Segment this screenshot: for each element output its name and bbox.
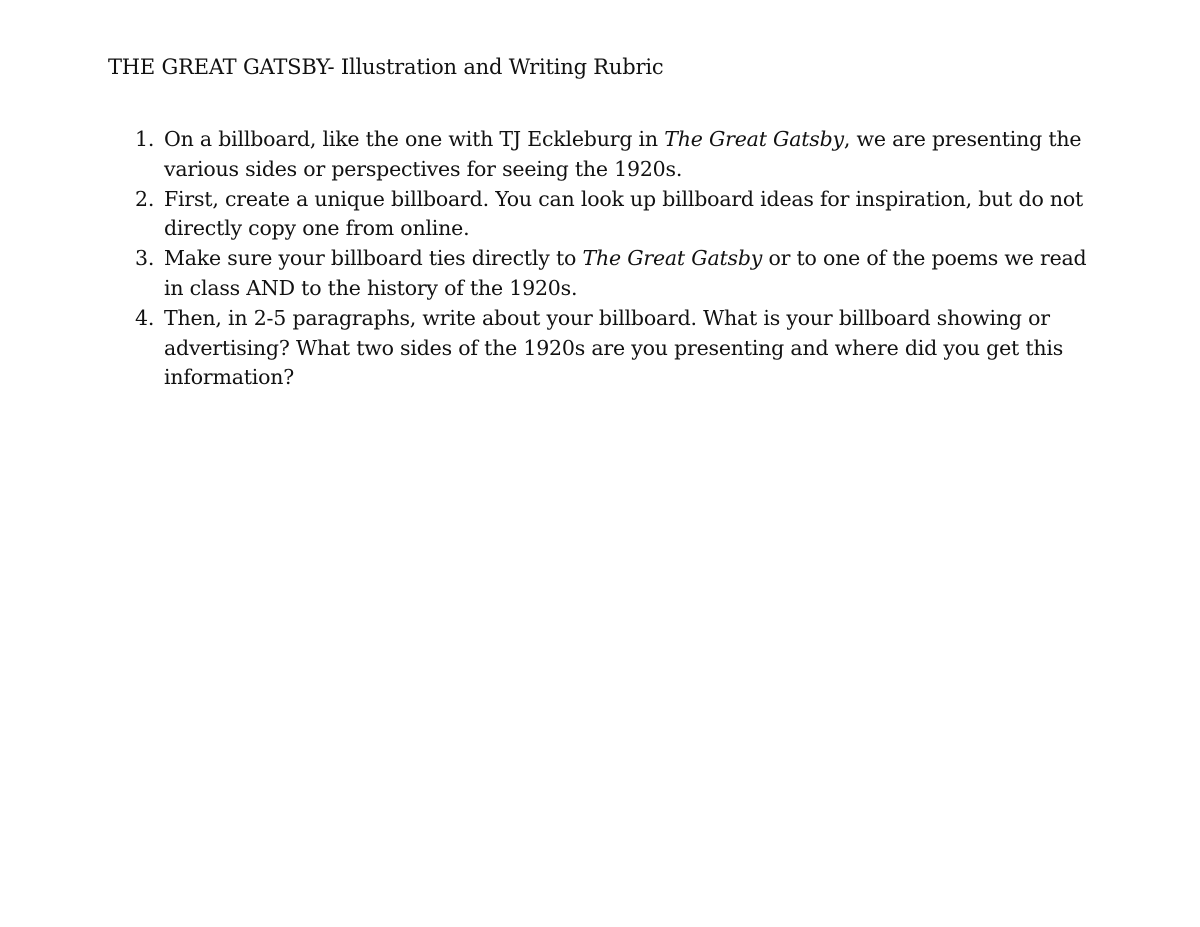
item-text: First, create a unique billboard. You can look up billboard ideas for inspiration, but do not directly copy one from online. — [164, 186, 1084, 241]
instruction-item-3 — [120, 244, 1100, 304]
item-text-part: or to one of the poems we read in class AND to the history of the 1920s. — [164, 246, 1087, 300]
document-title: THE GREAT GATSBY- Illustration and Writing Rubric — [108, 55, 664, 79]
item-number: 3. — [135, 246, 155, 271]
item-number: 1. — [135, 127, 155, 151]
item-text-part: , we are presenting the various sides or perspectives for seeing the 1920s. — [164, 127, 1082, 181]
item-text-part: On a billboard, like the one with TJ Eckleburg in — [164, 127, 665, 151]
instruction-item-2 — [120, 185, 1100, 245]
item-number: 2. — [135, 186, 155, 211]
book-title-italic: The Great Gatsby — [582, 246, 763, 271]
book-title-italic: The Great Gatsby — [664, 127, 844, 151]
item-number: 4. — [135, 305, 155, 330]
instruction-item-1 — [120, 125, 1100, 185]
item-text: Then, in 2-5 paragraphs, write about your billboard. What is your billboard showing or advertising? What two sides of the 1920s are you presenting and where did you get this information? — [164, 305, 1064, 390]
instruction-list — [120, 125, 1100, 393]
instruction-item-4 — [120, 304, 1100, 393]
item-text-part: Make sure your billboard ties directly to — [164, 246, 583, 271]
